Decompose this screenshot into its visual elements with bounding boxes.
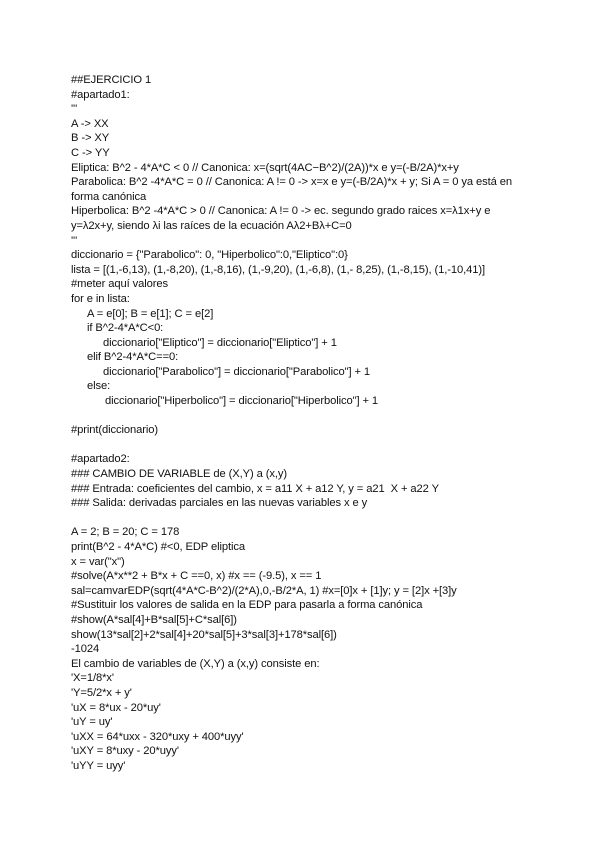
code-line: 'uXX = 64*uxx - 320*uxy + 400*uyy' <box>71 730 244 743</box>
code-line: ### Salida: derivadas parciales en las nuevas variables x e y <box>71 497 368 510</box>
code-line: #Sustituir los valores de salida en la EDP para pasarla a forma canónica <box>71 599 423 612</box>
code-line: #meter aquí valores <box>71 278 168 291</box>
code-line: #print(diccionario) <box>71 424 159 437</box>
code-line: Eliptica: B^2 - 4*A*C < 0 // Canonica: x=(sqrt(4AC−B^2)/(2A))*x e y=(-B/2A)*x+y <box>71 161 459 174</box>
code-line: else: <box>87 380 111 393</box>
code-line: A = e[0]; B = e[1]; C = e[2] <box>87 307 214 320</box>
code-line: ##EJERCICIO 1 <box>71 74 152 86</box>
code-line: El cambio de variables de (X,Y) a (x,y) consiste en: <box>71 657 320 670</box>
code-line: print(B^2 - 4*A*C) #<0, EDP eliptica <box>71 541 245 553</box>
code-line: #solve(A*x**2 + B*x + C ==0, x) #x == (-9.5), x == 1 <box>71 570 322 583</box>
code-line: diccionario["Eliptico"] = diccionario["Eliptico"] + 1 <box>103 336 337 349</box>
code-line: ### CAMBIO DE VARIABLE de (X,Y) a (x,y) <box>71 468 287 481</box>
code-line: diccionario["Parabolico"] = diccionario["Parabolico"] + 1 <box>103 365 371 378</box>
code-line: C -> YY <box>71 146 110 159</box>
code-line: ''' <box>71 234 78 247</box>
code-line: #apartado1: <box>71 88 130 101</box>
code-line: #show(A*sal[4]+B*sal[5]+C*sal[6]) <box>71 613 237 626</box>
code-line: 'X=1/8*x' <box>71 672 114 685</box>
code-line: ### Entrada: coeficientes del cambio, x = a11 X + a12 Y, y = a21 X + a22 Y <box>71 482 439 495</box>
code-line: show(13*sal[2]+2*sal[4]+20*sal[5]+3*sal[3]+178*sal[6]) <box>71 628 337 641</box>
blank-line <box>71 438 541 453</box>
code-line: lista = [(1,-6,13), (1,-8,20), (1,-8,16), (1,-9,20), (1,-6,8), (1,- 8,25), (1,-8,15), (1,-10,41)] <box>71 263 486 276</box>
code-line: diccionario["Hiperbolico"] = diccionario["Hiperbolico"] + 1 <box>105 395 379 408</box>
code-line: y=λ2x+y, siendo λi las raíces de la ecuación Aλ2+Bλ+C=0 <box>71 219 352 232</box>
code-line: diccionario = {"Parabolico": 0, "Hiperbolico":0,"Eliptico":0} <box>71 249 348 262</box>
code-line: elif B^2-4*A*C==0: <box>87 351 179 364</box>
code-line: 'Y=5/2*x + y' <box>71 686 132 699</box>
blank-line <box>71 409 541 424</box>
code-line: sal=camvarEDP(sqrt(4*A*C-B^2)/(2*A),0,-B/2*A, 1) #x=[0]x + [1]y; y = [2]x +[3]y <box>71 584 457 597</box>
code-line: if B^2-4*A*C<0: <box>87 322 164 335</box>
code-line: forma canónica <box>71 190 147 203</box>
code-line: A = 2; B = 20; C = 178 <box>71 526 180 539</box>
code-listing <box>71 73 541 774</box>
code-line: 'uY = uy' <box>71 716 113 729</box>
code-line: 'uX = 8*ux - 20*uy' <box>71 701 161 714</box>
blank-line <box>71 511 541 526</box>
code-line: ''' <box>71 103 78 116</box>
code-line: A -> XX <box>71 117 109 130</box>
code-line: #apartado2: <box>71 453 130 466</box>
code-line: for e in lista: <box>71 292 130 305</box>
code-line: -1024 <box>71 643 100 656</box>
code-line: 'uXY = 8*uxy - 20*uyy' <box>71 745 179 758</box>
code-line: x = var("x") <box>71 555 125 568</box>
code-line: 'uYY = uyy' <box>71 759 126 772</box>
code-line: Hiperbolica: B^2 -4*A*C > 0 // Canonica: A != 0 -> ec. segundo grado raices x=λ1x+y e <box>71 205 491 218</box>
code-line: B -> XY <box>71 132 110 145</box>
code-line: Parabolica: B^2 -4*A*C = 0 // Canonica: A != 0 -> x=x e y=(-B/2A)*x + y; Si A = 0 ya está en <box>71 176 512 189</box>
